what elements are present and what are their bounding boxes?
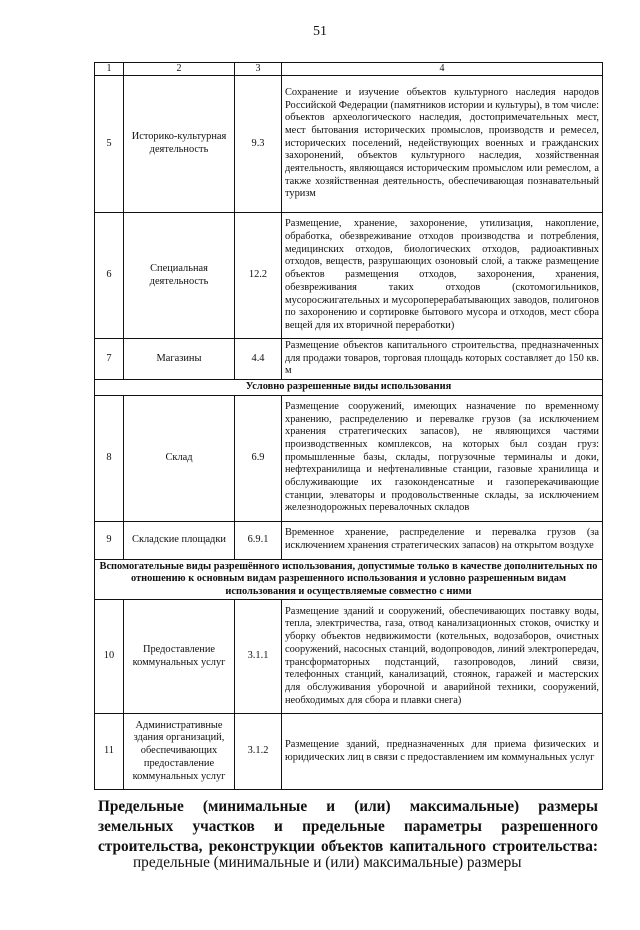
table-row [95, 339, 603, 380]
use-type-description: Временное хранение, распределение и перевалка грузов (за исключением хранения стратегических запасов) на открытом воздухе [282, 521, 603, 559]
row-number: 6 [95, 213, 124, 339]
paragraph-text: предельные (минимальные и (или) максимальные) размеры [133, 854, 522, 871]
use-type-description: Сохранение и изучение объектов культурного наследия народов Российской Федерации (памятников истории и культуры), в том числе: объектов археологического наследия, достопримечательных мест, мест бытования исторических промыслов, производств и ремесел, исторических поселений, недействующих военных и гражданских захоронений, объектов культурного наследия, хозяйственная деятельность, являющаяся историческим промыслом или ремеслом, а также хозяйственная деятельность, обеспечивающая познавательный туризм [282, 76, 603, 213]
use-type-name: Магазины [124, 339, 235, 380]
section-title: Вспомогательные виды разрешённого использования, допустимые только в качестве дополнительных по отношению к основным видам разрешенного использования и условно разрешенным видам использования и осуществляемые совместно с ними [95, 559, 603, 599]
page-number: 51 [313, 24, 327, 39]
table-row [95, 714, 603, 790]
use-type-name: Склад [124, 395, 235, 521]
table-row [95, 76, 603, 213]
row-number: 11 [95, 714, 124, 790]
table-header-row [95, 63, 603, 76]
use-type-name: Предоставление коммунальных услуг [124, 600, 235, 714]
use-type-name: Специальная деятельность [124, 213, 235, 339]
use-type-code: 6.9.1 [235, 521, 282, 559]
header-col-4: 4 [282, 63, 603, 76]
use-type-description: Размещение зданий, предназначенных для приема физических и юридических лиц в связи с предоставлением им коммунальных услуг [282, 714, 603, 790]
use-type-description: Размещение сооружений, имеющих назначение по временному хранению, распределению и перевалке грузов (за исключением хранения стратегических запасов), не являющихся частями производственных комплексов, на которых был создан груз: промышленные базы, склады, погрузочные терминалы и доки, нефтехранилища и нефтеналивные станции, газовые хранилища и обслуживающие их газоконденсатные и газоперекачивающие станции, элеваторы и продовольственные склады, за исключением железнодорожных перевалочных складов [282, 395, 603, 521]
row-number: 9 [95, 521, 124, 559]
use-type-description: Размещение объектов капитального строительства, предназначенных для продажи товаров, торговая площадь которых составляет до 150 кв. м [282, 339, 603, 380]
table-row [95, 213, 603, 339]
use-type-description: Размещение, хранение, захоронение, утилизация, накопление, обработка, обезвреживание отходов производства и потребления, медицинских отходов, биологических отходов, радиоактивных отходов, веществ, разрушающих озоновый слой, а также размещение объектов размещения отходов, захоронения, хранения, обезвреживания таких отходов (скотомогильников, мусоросжигательных и мусороперерабатывающих заводов, полигонов по захоронению и сортировке бытового мусора и отходов, мест сбора вещей для их вторичной переработки) [282, 213, 603, 339]
use-type-name: Историко-культурная деятельность [124, 76, 235, 213]
header-col-3: 3 [235, 63, 282, 76]
header-col-2: 2 [124, 63, 235, 76]
section-header-conditional [95, 380, 603, 395]
use-type-code: 9.3 [235, 76, 282, 213]
paragraph-start [98, 853, 598, 873]
row-number: 10 [95, 600, 124, 714]
section-title: Условно разрешенные виды использования [95, 380, 603, 395]
table-row [95, 395, 603, 521]
section-heading: Предельные (минимальные и (или) максимальные) размеры земельных участков и предельные параметры разрешенного строительства, реконструкции объектов капитального строительства: [98, 798, 598, 855]
use-type-code: 3.1.2 [235, 714, 282, 790]
use-type-code: 6.9 [235, 395, 282, 521]
section-header-auxiliary [95, 559, 603, 599]
row-number: 8 [95, 395, 124, 521]
use-type-code: 4.4 [235, 339, 282, 380]
row-number: 7 [95, 339, 124, 380]
use-type-description: Размещение зданий и сооружений, обеспечивающих поставку воды, тепла, электричества, газа, отвод канализационных стоков, очистку и уборку объектов недвижимости (котельных, водозаборов, очистных сооружений, насосных станций, водопроводов, линий электропередач, трансформаторных подстанций, газопроводов, линий связи, телефонных станций, канализаций, стоянок, гаражей и мастерских для обслуживания уборочной и аварийной техники, сооружений, необходимых для сбора и плавки снега) [282, 600, 603, 714]
use-type-code: 12.2 [235, 213, 282, 339]
header-col-1: 1 [95, 63, 124, 76]
use-type-name: Административные здания организаций, обеспечивающих предоставление коммунальных услуг [124, 714, 235, 790]
use-type-name: Складские площадки [124, 521, 235, 559]
table-row [95, 521, 603, 559]
row-number: 5 [95, 76, 124, 213]
table-row [95, 600, 603, 714]
land-use-table [94, 62, 603, 790]
use-type-code: 3.1.1 [235, 600, 282, 714]
